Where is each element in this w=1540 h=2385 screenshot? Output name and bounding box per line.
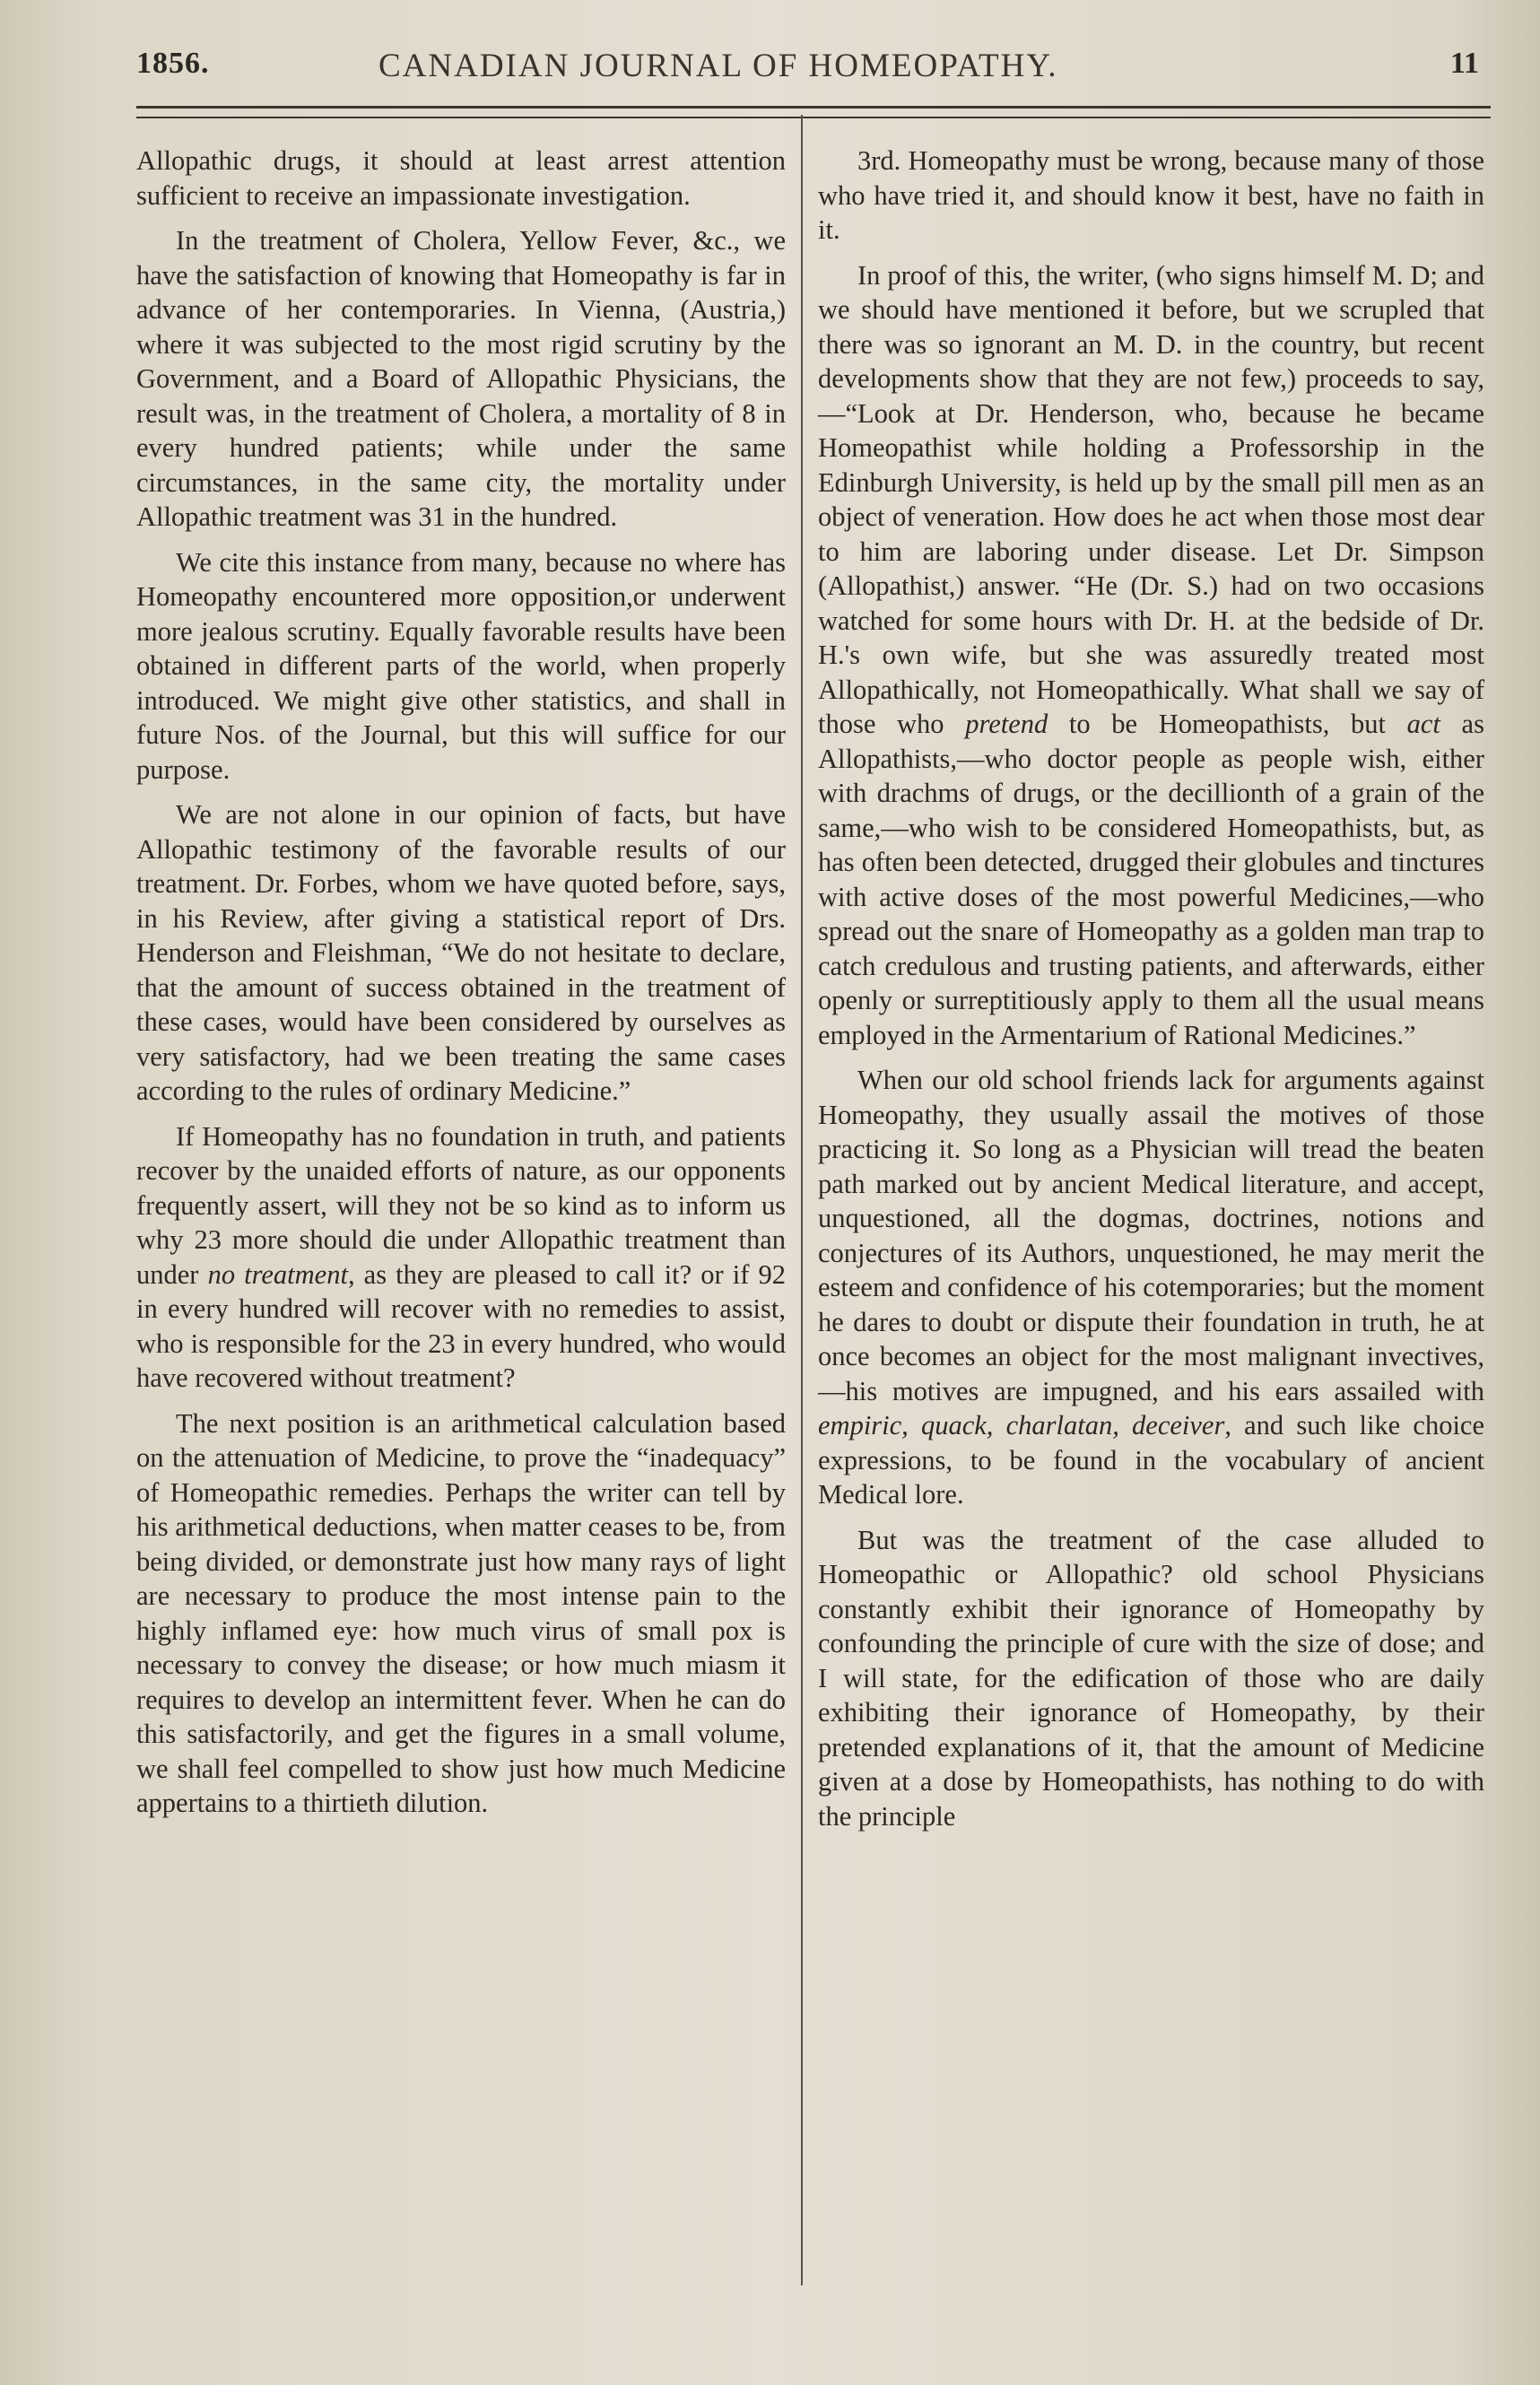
right-paragraph-1: 3rd. Homeopathy must be wrong, because many of those who have tried it, and should know it best, have no faith in it. bbox=[818, 145, 1484, 245]
right-paragraph-2-part-c: as Allopathists,—who doctor people as people wish, either with drachms of drugs, or the decillionth of a grain of the same,—who wish to be considered Homeopathists, but, as has often been detected, drugged their globules and tinctures with active doses of the most powerful Medicines,—who spread out the snare of Homeopathy as a golden man trap to catch credulous and trusting patients, and afterwards, either openly or surreptitiously apply to them all the usual means employed in the Armentarium of Rational Medicines.” bbox=[818, 709, 1484, 1050]
left-paragraph-5-part-b: , as they are pleased to call it? or if 92 in every hundred will recover with no remedies to assist, who is responsible for the 23 in every hundred, who would have recovered without treatment? bbox=[136, 1258, 787, 1393]
right-column bbox=[818, 144, 1484, 1833]
right-paragraph-2-part-b: to be Homeopathists, but bbox=[1048, 709, 1407, 739]
left-paragraph-1: Allopathic drugs, it should at least arrest attention sufficient to receive an impassionate investigation. bbox=[136, 145, 786, 211]
header-year: 1856. bbox=[136, 47, 210, 80]
left-paragraph-2: In the treatment of Cholera, Yellow Fever, &c., we have the satisfaction of knowing that Homeopathy is far in advance of her contemporaries. In Vienna, (Austria,) where it was subjected to the most rigid scrutiny by the Government, and a Board of Allopathic Physicians, the result was, in the treatment of Cholera, a mortality of 8 in every hundred patients; while under the same circumstances, in the same city, the mortality under Allopathic treatment was 31 in the hundred. bbox=[136, 225, 786, 532]
right-paragraph-2-part-a: In proof of this, the writer, (who signs himself M. D; and we should have mentioned it before, but we scrupled that there was so ignorant an M. D. in the country, but recent developments show that they are not few,) proceeds to say,—“Look at Dr. Henderson, who, because he became Homeopathist while holding a Professorship in the Edinburgh University, is held up by the small pill men as an object of veneration. How does he act when those most dear to him are laboring under disease. Let Dr. Simpson (Allopathist,) answer. “He (Dr. S.) had on two occasions watched for some hours with Dr. H. at the bedside of Dr. H.'s own wife, but she was assuredly treated most Allopathically, not Homeopathically. What shall we say of those who bbox=[818, 259, 1484, 739]
left-paragraph-5-emphasis: no treatment bbox=[207, 1258, 348, 1290]
right-paragraph-2-emphasis-2: act bbox=[1406, 709, 1440, 739]
left-paragraph-3: We cite this instance from many, because no where has Homeopathy encountered more opposition,or underwent more jealous scrutiny. Equally favorable results have been obtained in different parts of the world, when properly introduced. We might give other statistics, and shall in future Nos. of the Journal, but this will suffice for our purpose. bbox=[136, 546, 786, 785]
right-paragraph-3-emphasis: empiric, quack, charlatan, deceiver bbox=[818, 1410, 1225, 1441]
left-paragraph-5-part-a: If Homeopathy has no foundation in truth, and patients recover by the unaided efforts of nature, as our opponents frequently assert, will they not be so kind as to inform us why 23 more should die under Allopathic treatment than under bbox=[136, 1120, 786, 1290]
left-column bbox=[136, 144, 786, 1821]
column-divider bbox=[801, 115, 803, 2285]
right-paragraph-2-emphasis-1: pretend bbox=[965, 709, 1048, 739]
left-paragraph-5 bbox=[136, 1119, 786, 1396]
header-rule-bottom bbox=[136, 117, 1491, 118]
left-paragraph-4: We are not alone in our opinion of facts, but have Allopathic testimony of the favorable results of our treatment. Dr. Forbes, whom we have quoted before, says, in his Review, after giving a statistical report of Drs. Henderson and Fleishman, “We do not hesitate to declare, that the amount of success obtained in the treatment of these cases, would have been considered by ourselves as very satisfactory, had we been treating the same cases according to the rules of ordinary Medicine.” bbox=[136, 799, 786, 1106]
right-paragraph-3 bbox=[818, 1063, 1484, 1512]
right-paragraph-3-part-a: When our old school friends lack for arguments against Homeopathy, they usually assail the motives of those practicing it. So long as a Physician will tread the beaten path marked out by ancient Medical literature, and accept, unquestioned, all the dogmas, doctrines, notions and conjectures of its Authors, unquestioned, he may merit the esteem and confidence of his cotemporaries; but the moment he dares to doubt or dispute their foundation in truth, he at once becomes an object for the most malignant invectives,—his motives are impugned, and his ears assailed with bbox=[818, 1065, 1484, 1406]
header-rule-top bbox=[136, 106, 1491, 109]
left-paragraph-6: The next position is an arithmetical calculation based on the attenuation of Medicine, to prove the “inadequacy” of Homeopathic remedies. Perhaps the writer can tell by his arithmetical deductions, when matter ceases to be, from being divided, or demonstrate just how many rays of light are necessary to produce the most intense pain to the highly inflamed eye: how much virus of small pox is necessary to convey the disease; or how much miasm it requires to develop an intermittent fever. When he can do this satisfactorily, and get the figures in a small volume, we shall feel compelled to show just how much Medicine appertains to a thirtieth dilution. bbox=[136, 1407, 786, 1818]
right-paragraph-2 bbox=[818, 258, 1484, 1053]
right-paragraph-4: But was the treatment of the case alluded to Homeopathic or Allopathic? old school Physicians constantly exhibit their ignorance of Homeopathy by confounding the principle of cure with the size of dose; and I will state, for the edification of those who are daily exhibiting their ignorance of Homeopathy, by their pretended explanations of it, that the amount of Medicine given at a dose by Homeopathists, has nothing to do with the principle bbox=[818, 1524, 1484, 1832]
page-header bbox=[136, 47, 1486, 100]
right-paragraph-3-part-b: , and such like choice expressions, to be found in the vocabulary of ancient Medical lore. bbox=[818, 1410, 1484, 1510]
page-number: 11 bbox=[1449, 47, 1479, 80]
journal-title: CANADIAN JOURNAL OF HOMEOPATHY. bbox=[378, 48, 1058, 84]
